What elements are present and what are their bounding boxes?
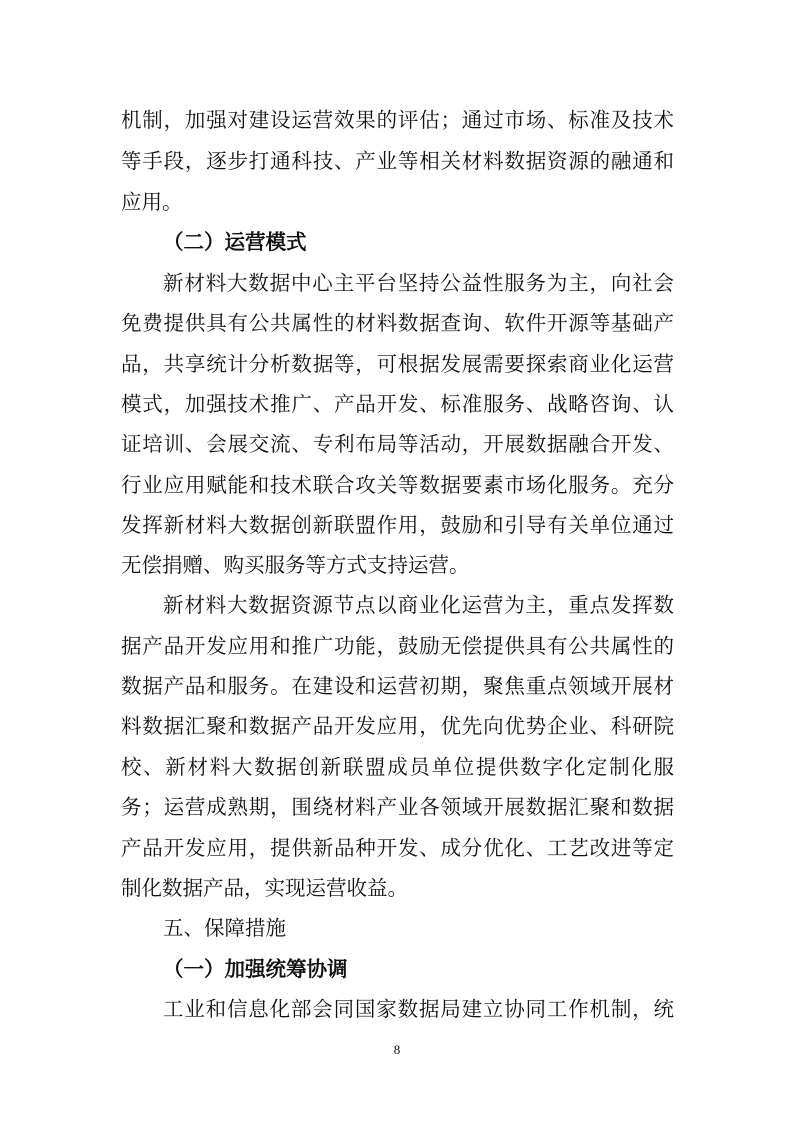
paragraph-line: 料数据汇聚和数据产品开发应用，优先向优势企业、科研院 (121, 714, 674, 738)
section-heading-safeguards: 五、保障措施 (163, 916, 286, 940)
paragraph-line: 工业和信息化部会同国家数据局建立协同工作机制，统 (163, 997, 674, 1021)
paragraph-line: 务；运营成熟期，围绕材料产业各领域开展数据汇聚和数据 (121, 795, 674, 819)
paragraph-line: 发挥新材料大数据创新联盟作用，鼓励和引导有关单位通过 (121, 513, 674, 537)
section-heading-coordination: （一）加强统筹协调 (163, 957, 348, 981)
paragraph-line: 免费提供具有公共属性的材料数据查询、软件开源等基础产 (121, 311, 674, 335)
paragraph-line: 机制，加强对建设运营效果的评估；通过市场、标准及技术 (121, 108, 674, 132)
paragraph-line: 证培训、会展交流、专利布局等活动，开展数据融合开发、 (121, 432, 674, 456)
paragraph-line: 等手段，逐步打通科技、产业等相关材料数据资源的融通和 (121, 149, 674, 173)
paragraph-line: 据产品开发应用和推广功能，鼓励无偿提供具有公共属性的 (121, 634, 674, 658)
paragraph-line: 应用。 (121, 190, 183, 214)
section-heading-operation-mode: （二）运营模式 (163, 230, 307, 254)
paragraph-line: 模式，加强技术推广、产品开发、标准服务、战略咨询、认 (121, 392, 674, 416)
paragraph-line: 行业应用赋能和技术联合攻关等数据要素市场化服务。充分 (121, 473, 674, 497)
paragraph-line: 新材料大数据资源节点以商业化运营为主，重点发挥数 (163, 593, 674, 617)
paragraph-line: 品，共享统计分析数据等，可根据发展需要探索商业化运营 (121, 352, 674, 376)
page-number: 8 (393, 1042, 401, 1057)
paragraph-line: 校、新材料大数据创新联盟成员单位提供数字化定制化服 (121, 755, 674, 779)
paragraph-line: 无偿捐赠、购买服务等方式支持运营。 (121, 553, 470, 577)
paragraph-line: 新材料大数据中心主平台坚持公益性服务为主，向社会 (163, 271, 674, 295)
paragraph-line: 产品开发应用，提供新品种开发、成分优化、工艺改进等定 (121, 836, 674, 860)
paragraph-line: 数据产品和服务。在建设和运营初期，聚焦重点领域开展材 (121, 674, 674, 698)
paragraph-line: 制化数据产品，实现运营收益。 (121, 876, 408, 900)
